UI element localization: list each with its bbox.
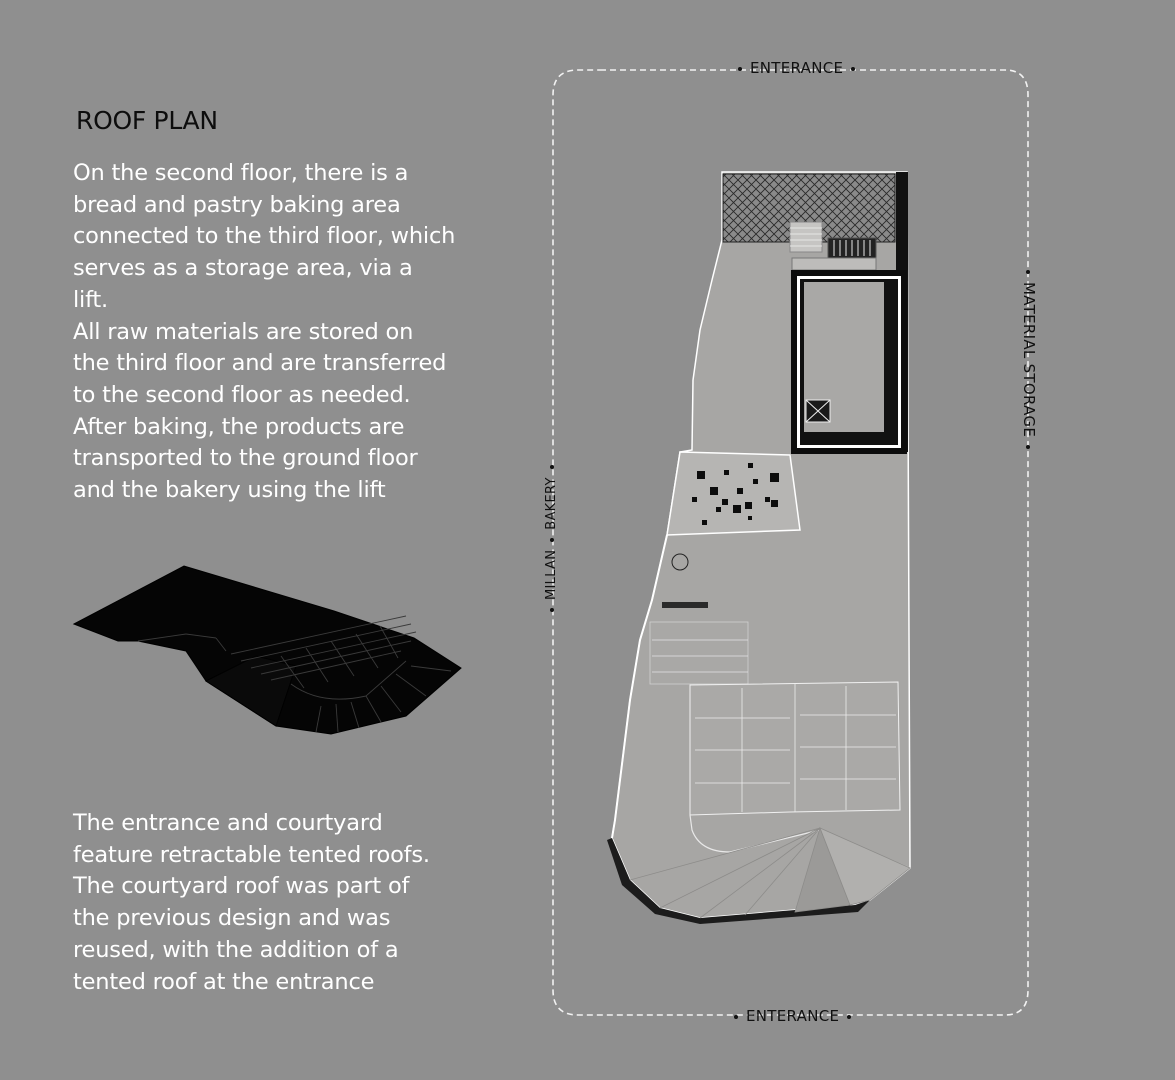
text-line: serves as a storage area, via a	[73, 255, 413, 282]
axonometric-roof-model	[66, 556, 466, 746]
dot-marker	[734, 1015, 738, 1019]
text-line: After baking, the products are	[73, 413, 405, 440]
text-line: The courtyard roof was part of	[73, 873, 410, 900]
text-line: On the second floor, there is a	[73, 160, 409, 186]
text-line: the previous design and was	[73, 905, 391, 932]
dot-marker	[1027, 445, 1031, 449]
courtyard-roof	[690, 682, 900, 815]
entrance-bottom-label	[726, 1007, 859, 1025]
dot-marker	[1027, 270, 1031, 274]
perforated-panel	[667, 452, 800, 535]
entrance-text: ENTERANCE	[750, 59, 844, 77]
millan-text: MILLAN	[544, 549, 559, 600]
dot-marker	[847, 1015, 851, 1019]
entrance-top-label	[730, 59, 863, 77]
text-line: to the second floor as needed.	[73, 381, 411, 408]
dot-marker	[550, 538, 554, 542]
description-upper	[73, 158, 493, 507]
text-line: connected to the third floor, which	[73, 223, 456, 250]
text-line: The entrance and courtyard	[73, 810, 383, 836]
text-line: All raw materials are stored on	[73, 318, 414, 345]
text-line: bread and pastry baking area	[73, 191, 401, 218]
entrance-text: ENTERANCE	[746, 1007, 840, 1025]
roof-plan-drawing	[540, 50, 1050, 1040]
dot-marker	[851, 67, 855, 71]
text-line: feature retractable tented roofs.	[73, 841, 430, 868]
material-storage-label	[1020, 262, 1038, 457]
panel-roof-small	[650, 622, 748, 684]
millan-bakery-label	[544, 457, 559, 620]
text-line: the third floor and are transferred	[73, 350, 447, 377]
description-lower	[73, 808, 493, 998]
storage-block	[791, 270, 907, 454]
text-line: and the bakery using the lift	[73, 477, 386, 504]
page-title: ROOF PLAN	[76, 106, 218, 135]
bakery-text: BAKERY	[544, 477, 559, 530]
text-line: transported to the ground floor	[73, 445, 418, 472]
dot-marker	[550, 608, 554, 612]
dot-marker	[738, 67, 742, 71]
material-storage-text: MATERIAL STORAGE	[1020, 282, 1038, 438]
text-line: tented roof at the entrance	[73, 968, 375, 995]
dot-marker	[550, 465, 554, 469]
text-line: reused, with the addition of a	[73, 936, 399, 963]
text-line: lift.	[73, 286, 109, 313]
